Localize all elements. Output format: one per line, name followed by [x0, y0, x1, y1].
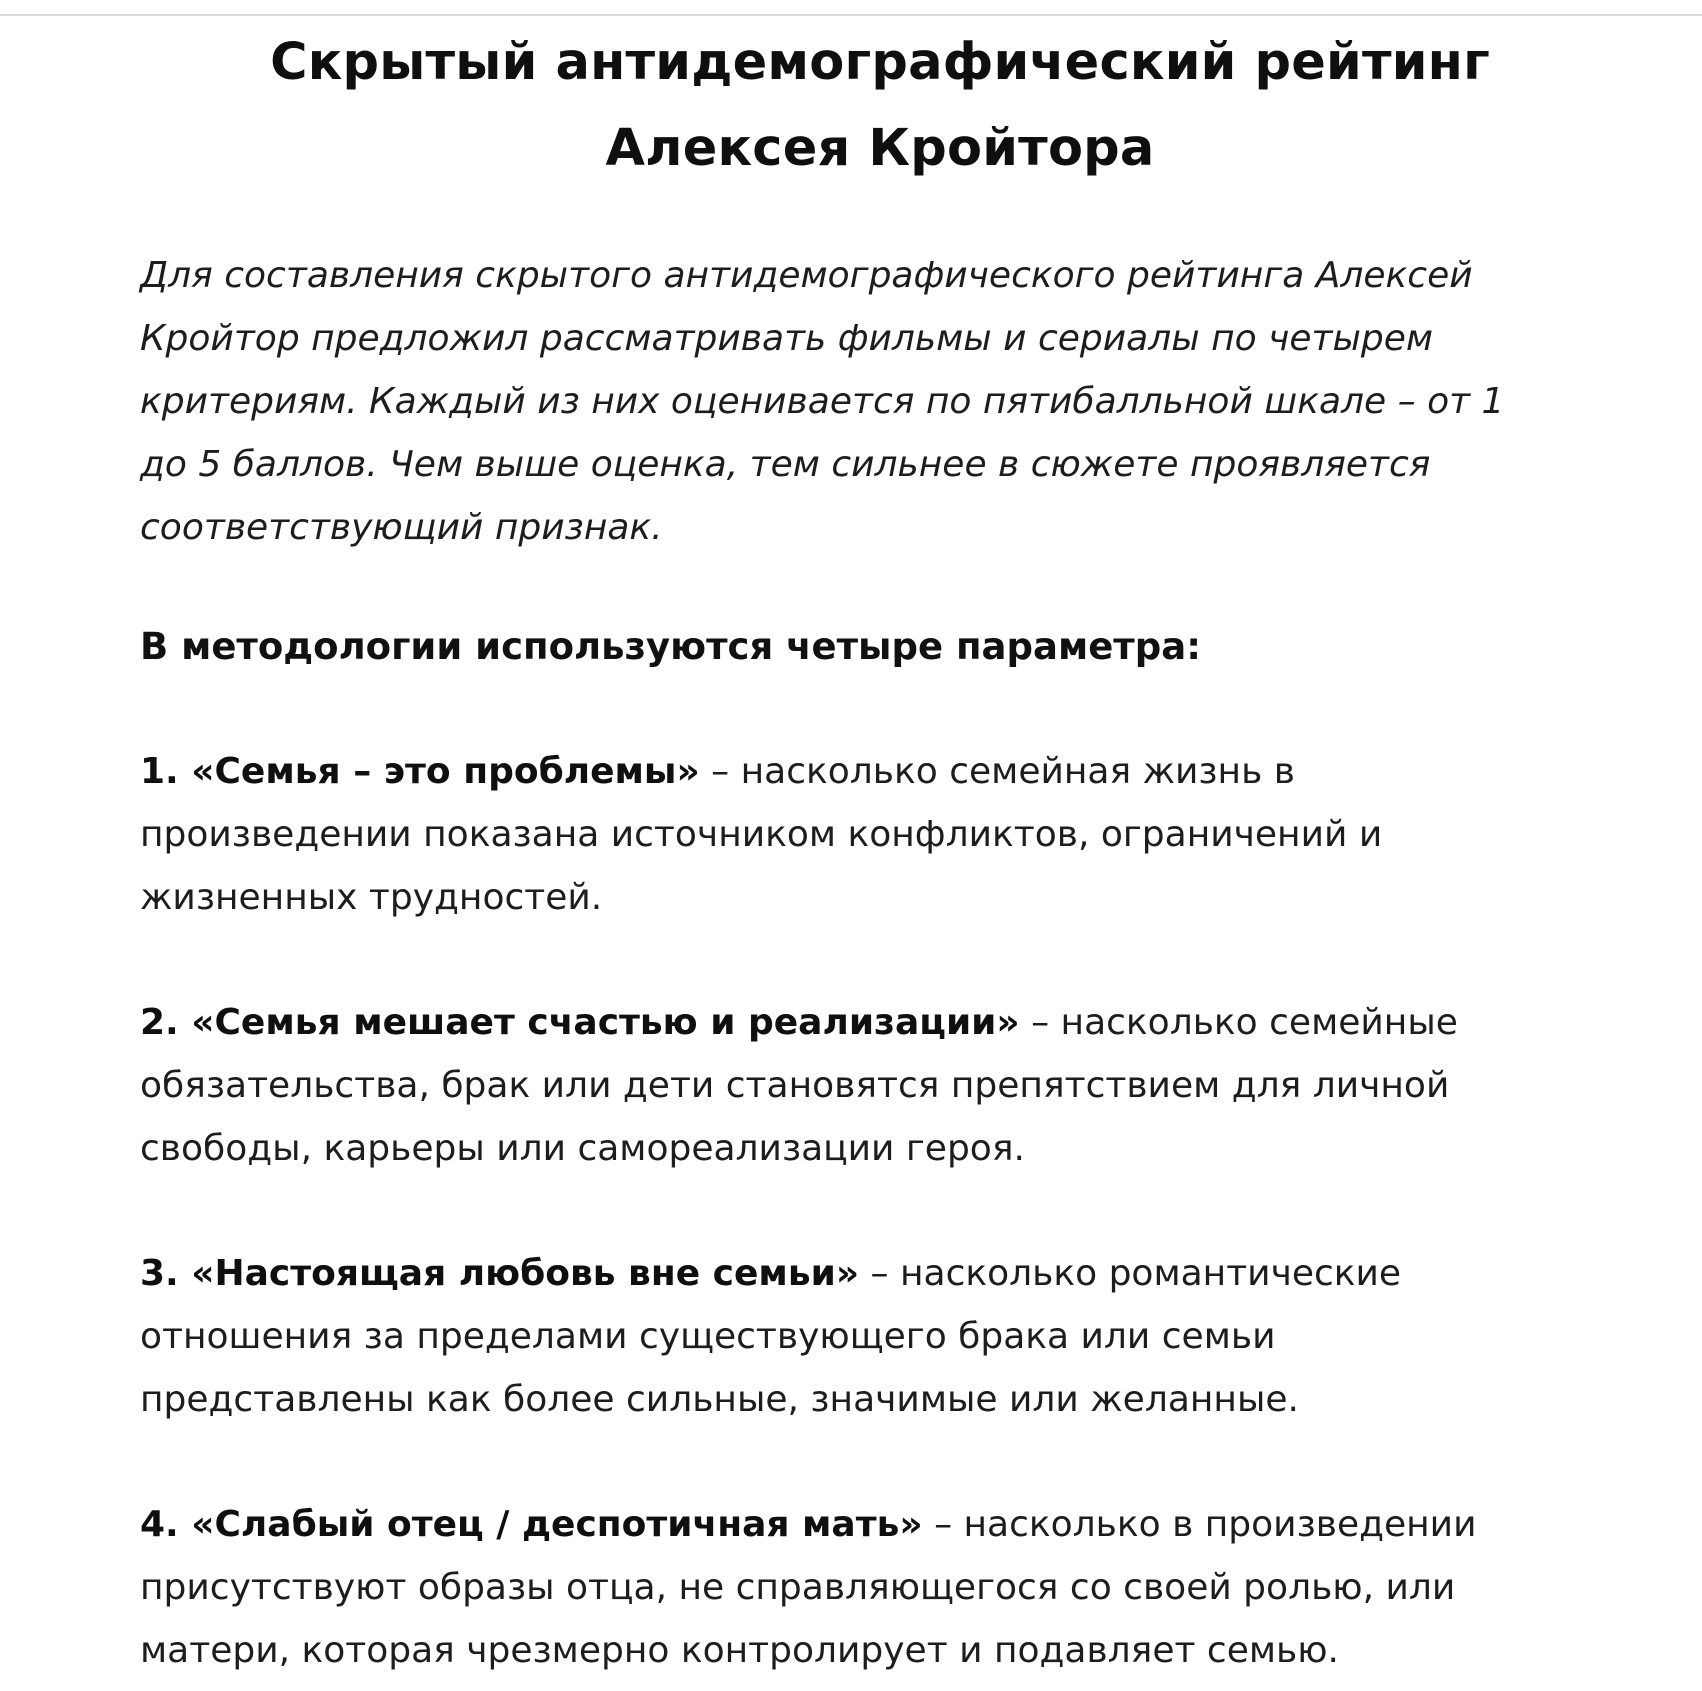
section-heading: В методологии используются четыре параметра:	[140, 625, 1201, 668]
criterion-name: 3. «Настоящая любовь вне семьи»	[140, 1253, 860, 1294]
lead-line: соответствующий признак.	[140, 507, 663, 548]
top-divider	[0, 14, 1702, 16]
criterion-name: 4. «Слабый отец / деспотичная мать»	[140, 1504, 923, 1545]
lead-line: Для составления скрытого антидемографического рейтинга Алексей	[140, 255, 1473, 296]
criterion-description-line: обязательства, брак или дети становятся препятствием для личной	[140, 1065, 1450, 1106]
criterion-first-line	[140, 1242, 1620, 1305]
lead-paragraph	[140, 244, 1620, 559]
criterion-4	[140, 1493, 1620, 1682]
article	[140, 20, 1620, 1682]
criterion-description-line: жизненных трудностей.	[140, 877, 603, 918]
criterion-description-start: – насколько семейная жизнь в	[699, 751, 1295, 792]
criterion-description-line: произведении показана источником конфликтов, ограничений и	[140, 814, 1383, 855]
criterion-description-line: присутствуют образы отца, не справляющегося со своей ролью, или	[140, 1567, 1456, 1608]
criterion-name: 2. «Семья мешает счастью и реализации»	[140, 1002, 1020, 1043]
criterion-description-line: представлены как более сильные, значимые или желанные.	[140, 1379, 1299, 1420]
criterion-description-line: матери, которая чрезмерно контролирует и подавляет семью.	[140, 1630, 1339, 1671]
lead-line: до 5 баллов. Чем выше оценка, тем сильнее в сюжете проявляется	[140, 444, 1431, 485]
criterion-3	[140, 1242, 1620, 1431]
criterion-description-start: – насколько в произведении	[922, 1504, 1477, 1545]
title-line: Алексея Кройтора	[605, 119, 1155, 178]
lead-line: критериям. Каждый из них оценивается по пятибалльной шкале – от 1	[140, 381, 1505, 422]
criterion-description-start: – насколько романтические	[859, 1253, 1402, 1294]
criterion-2	[140, 991, 1620, 1180]
criterion-description-start: – насколько семейные	[1019, 1002, 1458, 1043]
criterion-description-line: отношения за пределами существующего брака или семьи	[140, 1316, 1276, 1357]
criterion-first-line	[140, 740, 1620, 803]
criterion-description-line: свободы, карьеры или самореализации героя.	[140, 1128, 1025, 1169]
criterion-first-line	[140, 1493, 1620, 1556]
criterion-first-line	[140, 991, 1620, 1054]
criterion-1	[140, 740, 1620, 929]
title-line: Скрытый антидемографический рейтинг	[270, 33, 1490, 92]
criterion-name: 1. «Семья – это проблемы»	[140, 751, 700, 792]
article-title	[140, 20, 1620, 192]
lead-line: Кройтор предложил рассматривать фильмы и сериалы по четырем	[140, 318, 1434, 359]
